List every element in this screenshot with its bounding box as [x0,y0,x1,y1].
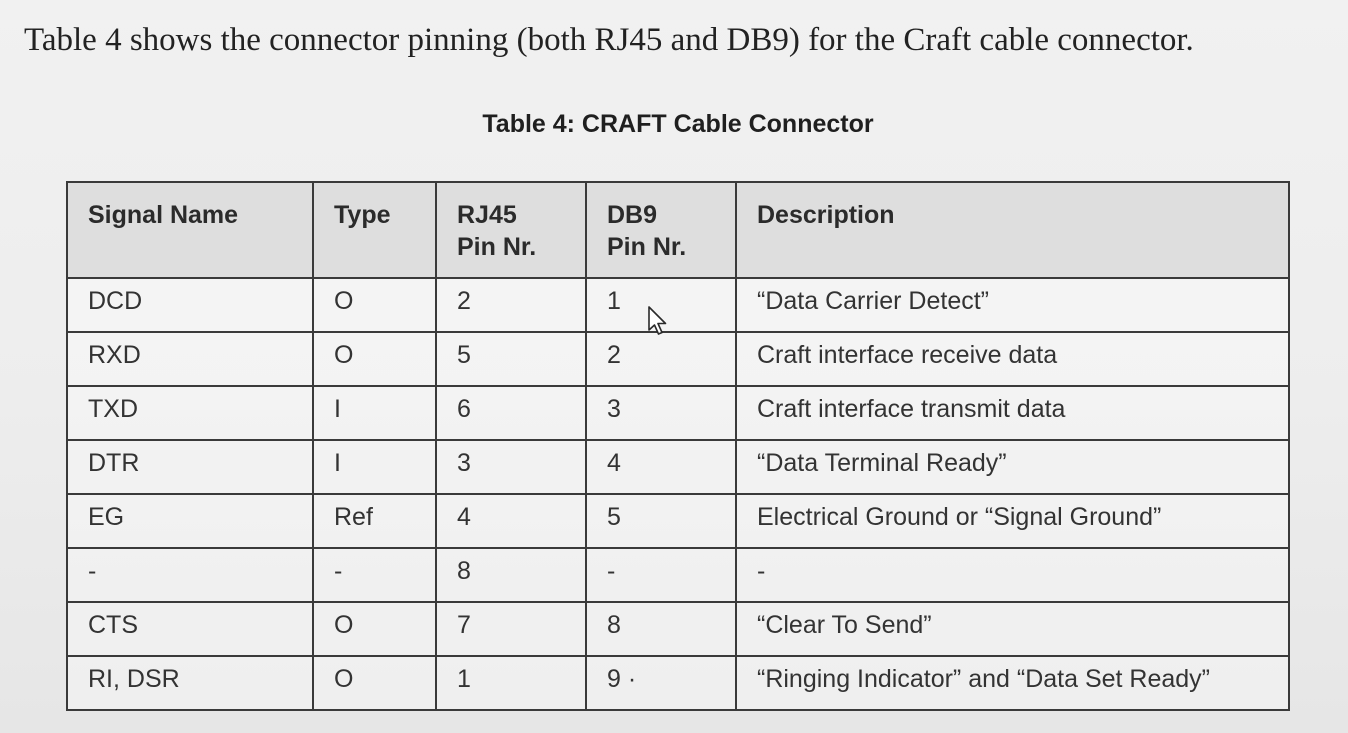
cell-type: - [313,548,436,602]
cell-db9-pin: 2 [586,332,736,386]
cell-signal-name: CTS [67,602,313,656]
cell-rj45-pin: 5 [436,332,586,386]
cell-signal-name: DCD [67,278,313,332]
cell-rj45-pin: 1 [436,656,586,710]
cell-signal-name: TXD [67,386,313,440]
cell-type: O [313,602,436,656]
table-row [67,278,1289,332]
cell-type: I [313,440,436,494]
table-row [67,386,1289,440]
table-row [67,602,1289,656]
cell-description: “Data Carrier Detect” [736,278,1289,332]
cell-description: “Clear To Send” [736,602,1289,656]
cell-rj45-pin: 7 [436,602,586,656]
cell-description: Craft interface transmit data [736,386,1289,440]
header-db9-pin: DB9 Pin Nr. [586,182,736,278]
cell-db9-pin: 8 [586,602,736,656]
cell-signal-name: RI, DSR [67,656,313,710]
table-row [67,494,1289,548]
cell-description: “Data Terminal Ready” [736,440,1289,494]
cell-rj45-pin: 4 [436,494,586,548]
cell-signal-name: RXD [67,332,313,386]
table-row [67,548,1289,602]
table-caption: Table 4: CRAFT Cable Connector [482,110,874,138]
cell-db9-pin: 5 [586,494,736,548]
cell-type: Ref [313,494,436,548]
cell-type: O [313,278,436,332]
mouse-pointer-icon [647,306,669,336]
header-rj45-pin: RJ45 Pin Nr. [436,182,586,278]
header-type: Type [313,182,436,278]
header-description: Description [736,182,1289,278]
cell-rj45-pin: 6 [436,386,586,440]
cell-description: - [736,548,1289,602]
cell-description: Electrical Ground or “Signal Ground” [736,494,1289,548]
cell-rj45-pin: 2 [436,278,586,332]
cell-type: O [313,656,436,710]
intro-paragraph: Table 4 shows the connector pinning (both RJ45 and DB9) for the Craft cable connector. [24,22,1194,58]
table-header-row [67,182,1289,278]
cell-type: O [313,332,436,386]
cell-description: “Ringing Indicator” and “Data Set Ready” [736,656,1289,710]
connector-pinning-table [66,181,1290,711]
cell-db9-pin: - [586,548,736,602]
cell-db9-pin: 4 [586,440,736,494]
header-signal-name: Signal Name [67,182,313,278]
cell-db9-pin: 3 [586,386,736,440]
table-row [67,656,1289,710]
cell-description: Craft interface receive data [736,332,1289,386]
cell-type: I [313,386,436,440]
cell-rj45-pin: 3 [436,440,586,494]
cell-signal-name: - [67,548,313,602]
cell-rj45-pin: 8 [436,548,586,602]
table-row [67,440,1289,494]
cell-signal-name: EG [67,494,313,548]
cell-db9-pin: 9 · [586,656,736,710]
table-row [67,332,1289,386]
cell-db9-pin: 1 [586,278,736,332]
cell-signal-name: DTR [67,440,313,494]
